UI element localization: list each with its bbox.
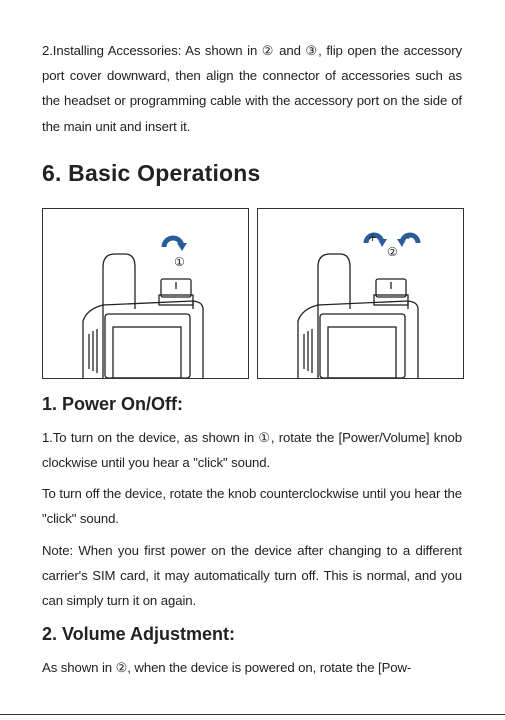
minus-label: - bbox=[406, 231, 410, 244]
sim-note-paragraph: Note: When you first power on the device after changing to a different carrier's SIM card, it may automatically turn off. This is normal, and you can simply turn it on again. bbox=[42, 543, 462, 609]
marker-2: ② bbox=[387, 245, 398, 259]
figure-power-knob bbox=[42, 208, 249, 379]
volume-heading: 2. Volume Adjustment: bbox=[42, 624, 236, 644]
power-off-paragraph: To turn off the device, rotate the knob counterclockwise until you hear the "click" sound. bbox=[42, 486, 462, 527]
figure-volume-knob bbox=[257, 208, 464, 379]
power-on-paragraph: 1.To turn on the device, as shown in ①, rotate the [Power/Volume] knob clockwise until you hear a "click" sound. bbox=[42, 430, 462, 471]
volume-paragraph: As shown in ②, when the device is powered on, rotate the [Pow- bbox=[42, 660, 412, 675]
device-illustration-1 bbox=[43, 209, 248, 378]
plus-label: + bbox=[368, 231, 378, 244]
page-bottom-rule bbox=[0, 714, 505, 720]
power-heading: 1. Power On/Off: bbox=[42, 394, 184, 414]
marker-1: ① bbox=[174, 255, 185, 269]
section-title: 6. Basic Operations bbox=[42, 160, 261, 186]
clockwise-arrow-icon bbox=[164, 238, 187, 251]
device-illustration-2 bbox=[258, 209, 463, 378]
installing-accessories-paragraph: 2.Installing Accessories: As shown in ② and ③, flip open the accessory port cover downward, then align the connector of accessories such as the headset or programming cable with the accessory port on the side of the main unit and insert it. bbox=[42, 43, 462, 134]
